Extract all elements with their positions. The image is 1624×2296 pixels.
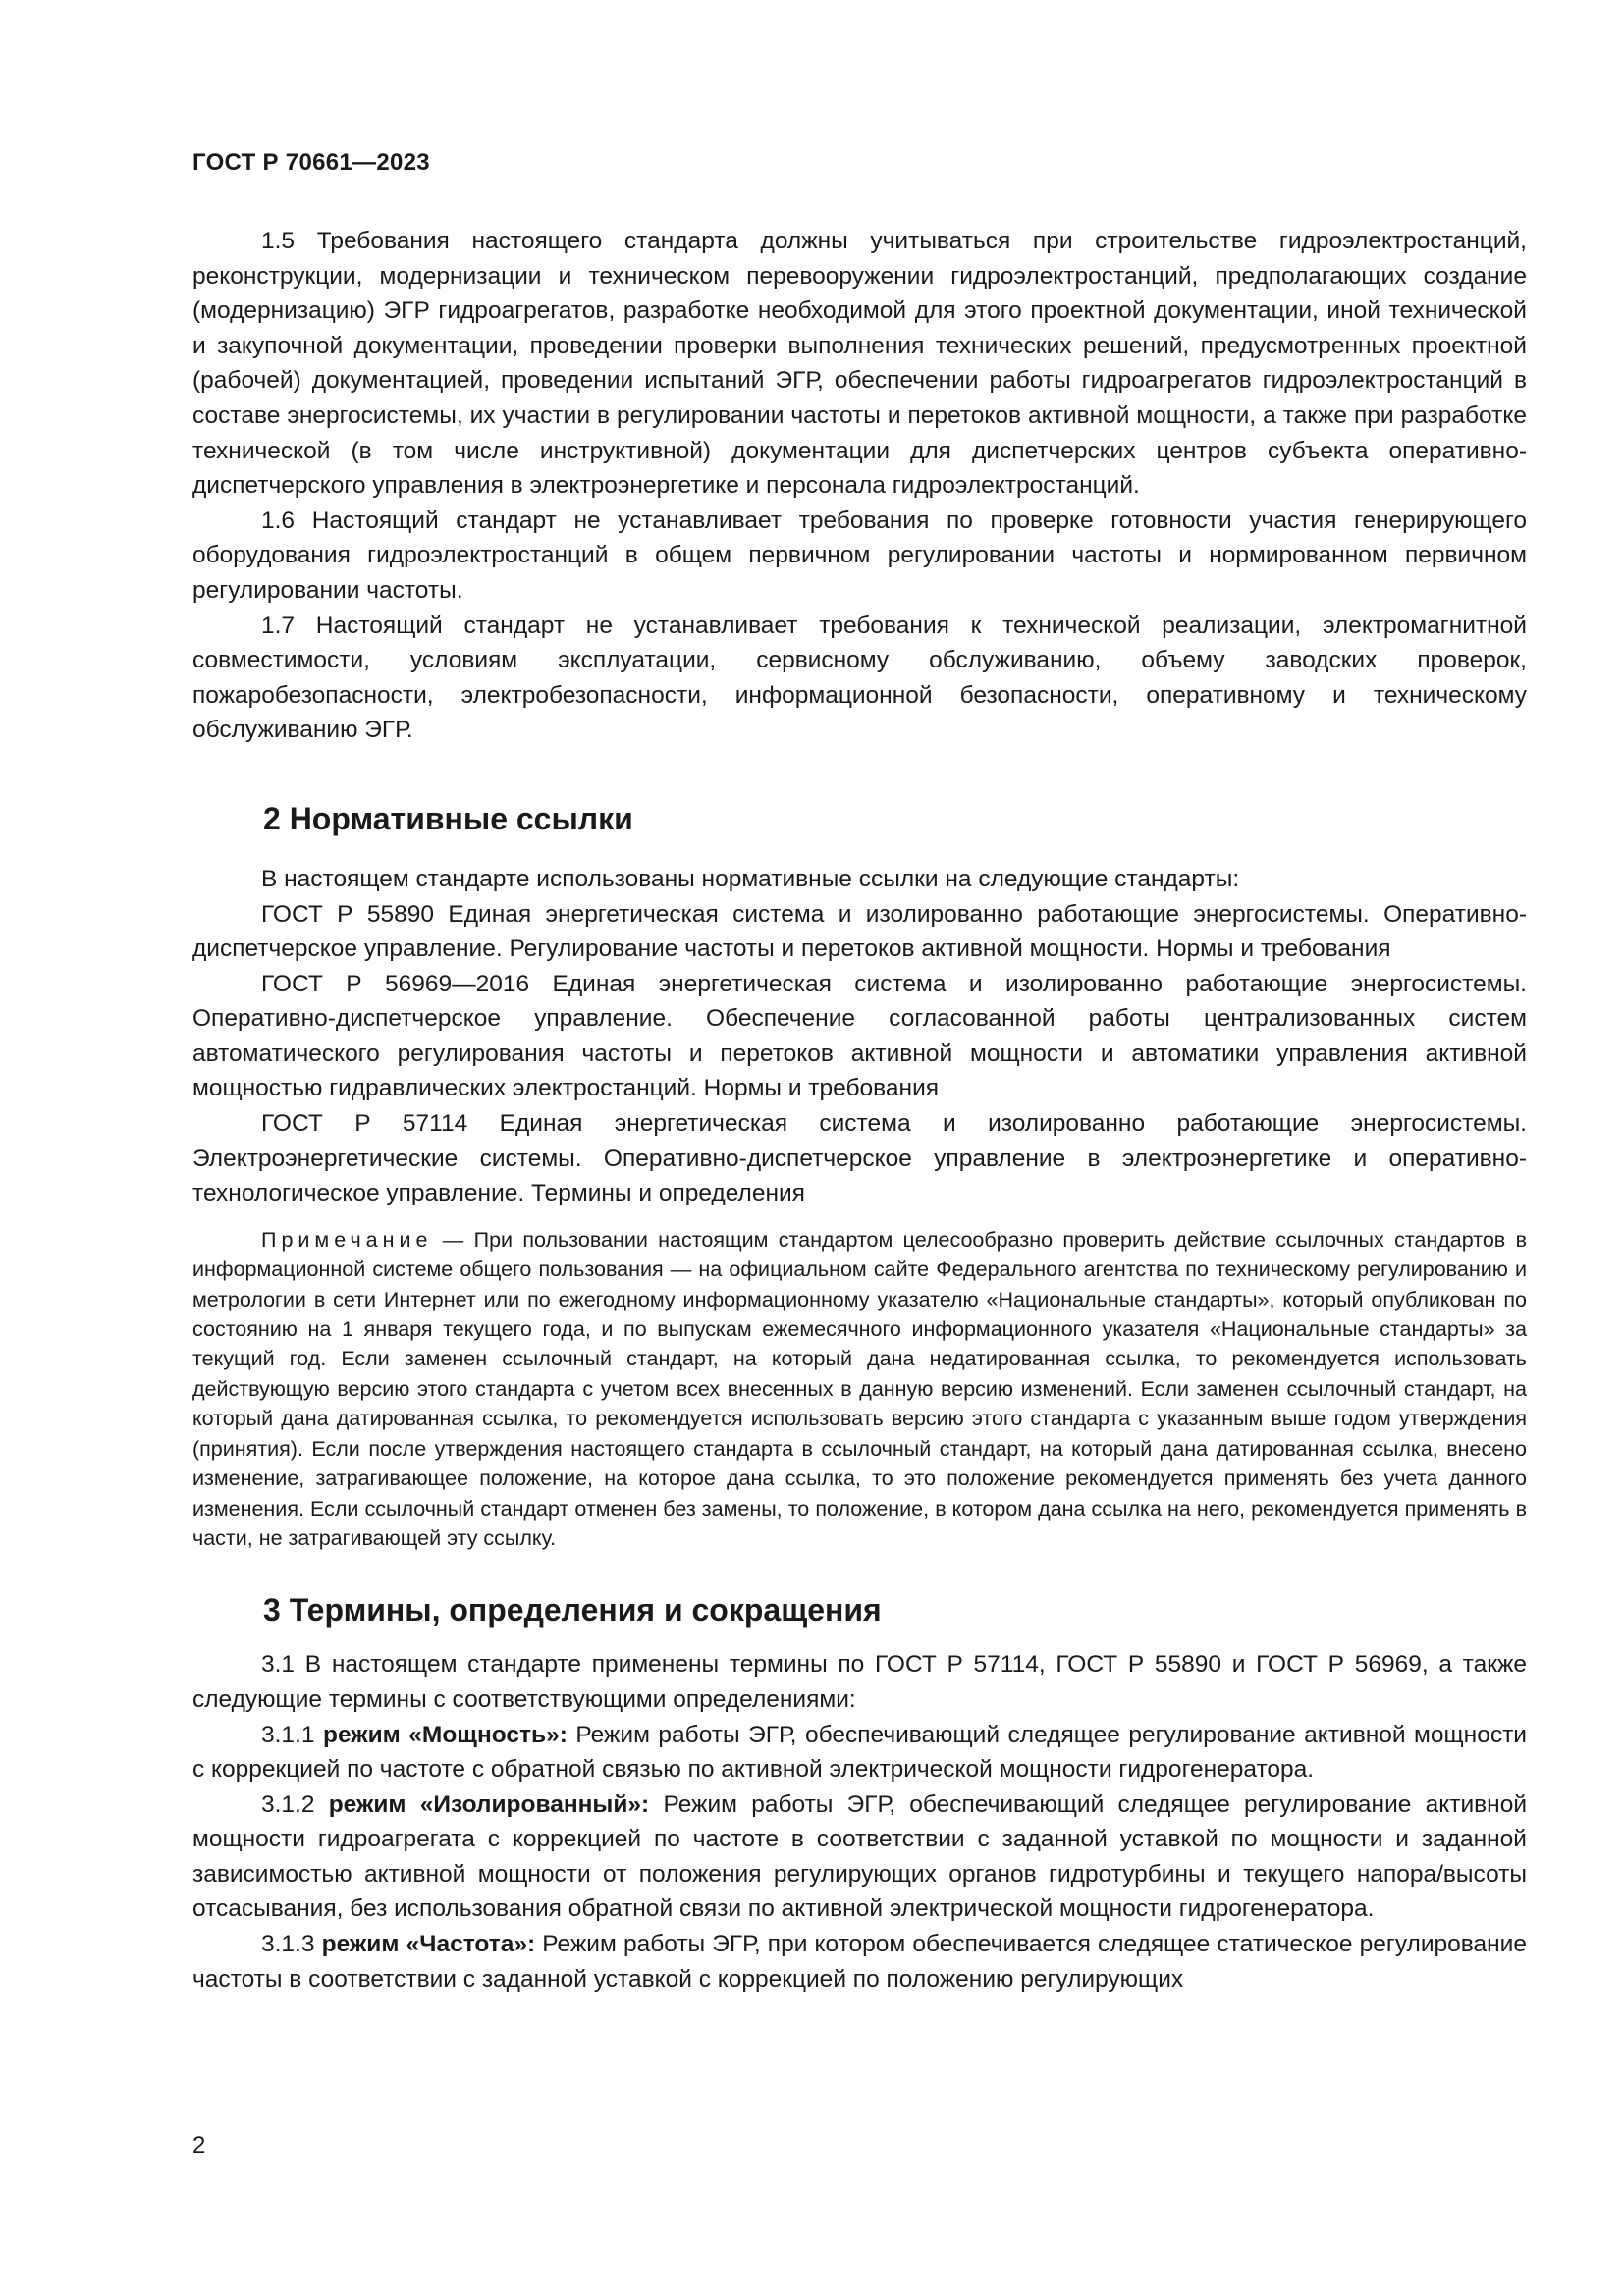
paragraph-1-7: 1.7 Настоящий стандарт не устанавливает требования к технической реализации, электромагнитной совместимости, условиям эксплуатации, сервисному обслуживанию, объему заводских проверок, пожаробезопасности, электробезопасности, информационной безопасности, оперативному и техническому обслуживанию ЭГР.: [192, 612, 1527, 744]
note-text: — При пользовании настоящим стандартом целесообразно проверить действие ссылочных стандартов в информационной системе общего пользования — на официальном сайте Федерального агентства по техническому регулированию и метрологии в сети Интернет или по ежегодному информационному указателю «Национальные стандарты», который опубликован по состоянию на 1 января текущего года, и по выпускам ежемесячного информационного указателя «Национальные стандарты» за текущий год. Если заменен ссылочный стандарт, на который дана недатированная ссылка, то рекомендуется использовать действующую версию этого стандарта с учетом всех внесенных в данную версию изменений. Если заменен ссылочный стандарт, на который дана датированная ссылка, то рекомендуется использовать версию этого стандарта с указанным выше годом утверждения (принятия). Если после утверждения настоящего стандарта в ссылочный стандарт, на который дана датированная ссылка, внесено изменение, затрагивающее положение, на которое дана ссылка, то это положение рекомендуется применять без учета данного изменения. Если ссылочный стандарт отменен без замены, то положение, в котором дана ссылка на него, рекомендуется применять в части, не затрагивающей эту ссылку.: [192, 1227, 1527, 1550]
section-2-title: 2 Нормативные ссылки: [263, 800, 633, 836]
paragraph-3-1: 3.1 В настоящем стандарте применены термины по ГОСТ Р 57114, ГОСТ Р 55890 и ГОСТ Р 56969, а также следующие термины с соответствующими определениями:: [192, 1651, 1527, 1713]
references-intro: В настоящем стандарте использованы нормативные ссылки на следующие стандарты:: [261, 865, 1240, 892]
term-text: Режим работы ЭГР, обеспечивающий следящее регулирование активной мощности с коррекцией по частоте с обратной связью по активной электрической мощности гидрогенератора.: [192, 1721, 1527, 1784]
term-definition: [192, 1718, 1527, 1788]
term-number: 3.1.3: [261, 1931, 322, 1958]
paragraph-1-5: 1.5 Требования настоящего стандарта должны учитываться при строительстве гидроэлектростанций, реконструкции, модернизации и техническом перевооружении гидроэлектростанций, предполагающих создание (модернизацию) ЭГР гидроагрегатов, разработке необходимой для этого проектной документации, иной технической и закупочной документации, проведении проверки выполнения технических решений, предусмотренных проектной (рабочей) документацией, проведении испытаний ЭГР, обеспечении работы гидроагрегатов гидроэлектростанций в составе энергосистемы, их участии в регулировании частоты и перетоков активной мощности, а также при разработке технической (в том числе инструктивной) документации для диспетчерских центров субъекта оперативно-диспетчерского управления в электроэнергетике и персонала гидроэлектростанций.: [192, 228, 1527, 500]
reference-item: ГОСТ Р 55890 Единая энергетическая система и изолированно работающие энергосистемы. Оперативно-диспетчерское управление. Регулирование частоты и перетоков активной мощности. Нормы и требования: [192, 900, 1527, 963]
term-text: Режим работы ЭГР, при котором обеспечивается следящее статическое регулирование частоты в соответствии с заданной уставкой с коррекцией по положению регулирующих: [192, 1931, 1527, 1993]
paragraph-1-6: 1.6 Настоящий стандарт не устанавливает требования по проверке готовности участия генерирующего оборудования гидроэлектростанций в общем первичном регулировании частоты и нормированном первичном регулировании частоты.: [192, 507, 1527, 604]
term-number: 3.1.2: [261, 1790, 329, 1818]
term-definition: [192, 1927, 1527, 1997]
term-text: Режим работы ЭГР, обеспечивающий следящее регулирование активной мощности гидроагрегата с коррекцией по частоте в соответствии с заданной уставкой по мощности и заданной зависимостью активной мощности от положения регулирующих органов гидротурбины и текущего напора/высоты отсасывания, без использования обратной связи по активной электрической мощности гидрогенератора.: [192, 1790, 1527, 1923]
reference-item: ГОСТ Р 56969—2016 Единая энергетическая система и изолированно работающие энергосистемы. Оперативно-диспетчерское управление. Обеспечение согласованной работы централизованных систем автоматического регулирования частоты и перетоков активной мощности и автоматики управления активной мощностью гидравлических электростанций. Нормы и требования: [192, 970, 1527, 1102]
document-header: ГОСТ Р 70661—2023: [192, 149, 430, 176]
term-name: режим «Изолированный»:: [328, 1790, 650, 1818]
term-definition: [192, 1788, 1527, 1927]
term-number: 3.1.1: [261, 1721, 323, 1748]
section-3-title: 3 Термины, определения и сокращения: [263, 1592, 882, 1629]
note-label: Примечание: [261, 1227, 433, 1252]
term-name: режим «Мощность»:: [322, 1721, 568, 1748]
document-body: [192, 224, 1527, 1997]
term-name: режим «Частота»:: [321, 1931, 536, 1958]
page-number: 2: [192, 2132, 206, 2159]
reference-item: ГОСТ Р 57114 Единая энергетическая система и изолированно работающие энергосистемы. Электроэнергетические системы. Оперативно-диспетчерское управление в электроэнергетике и оперативно-технологическое управление. Термины и определения: [192, 1110, 1527, 1207]
note-paragraph: [192, 1225, 1527, 1553]
